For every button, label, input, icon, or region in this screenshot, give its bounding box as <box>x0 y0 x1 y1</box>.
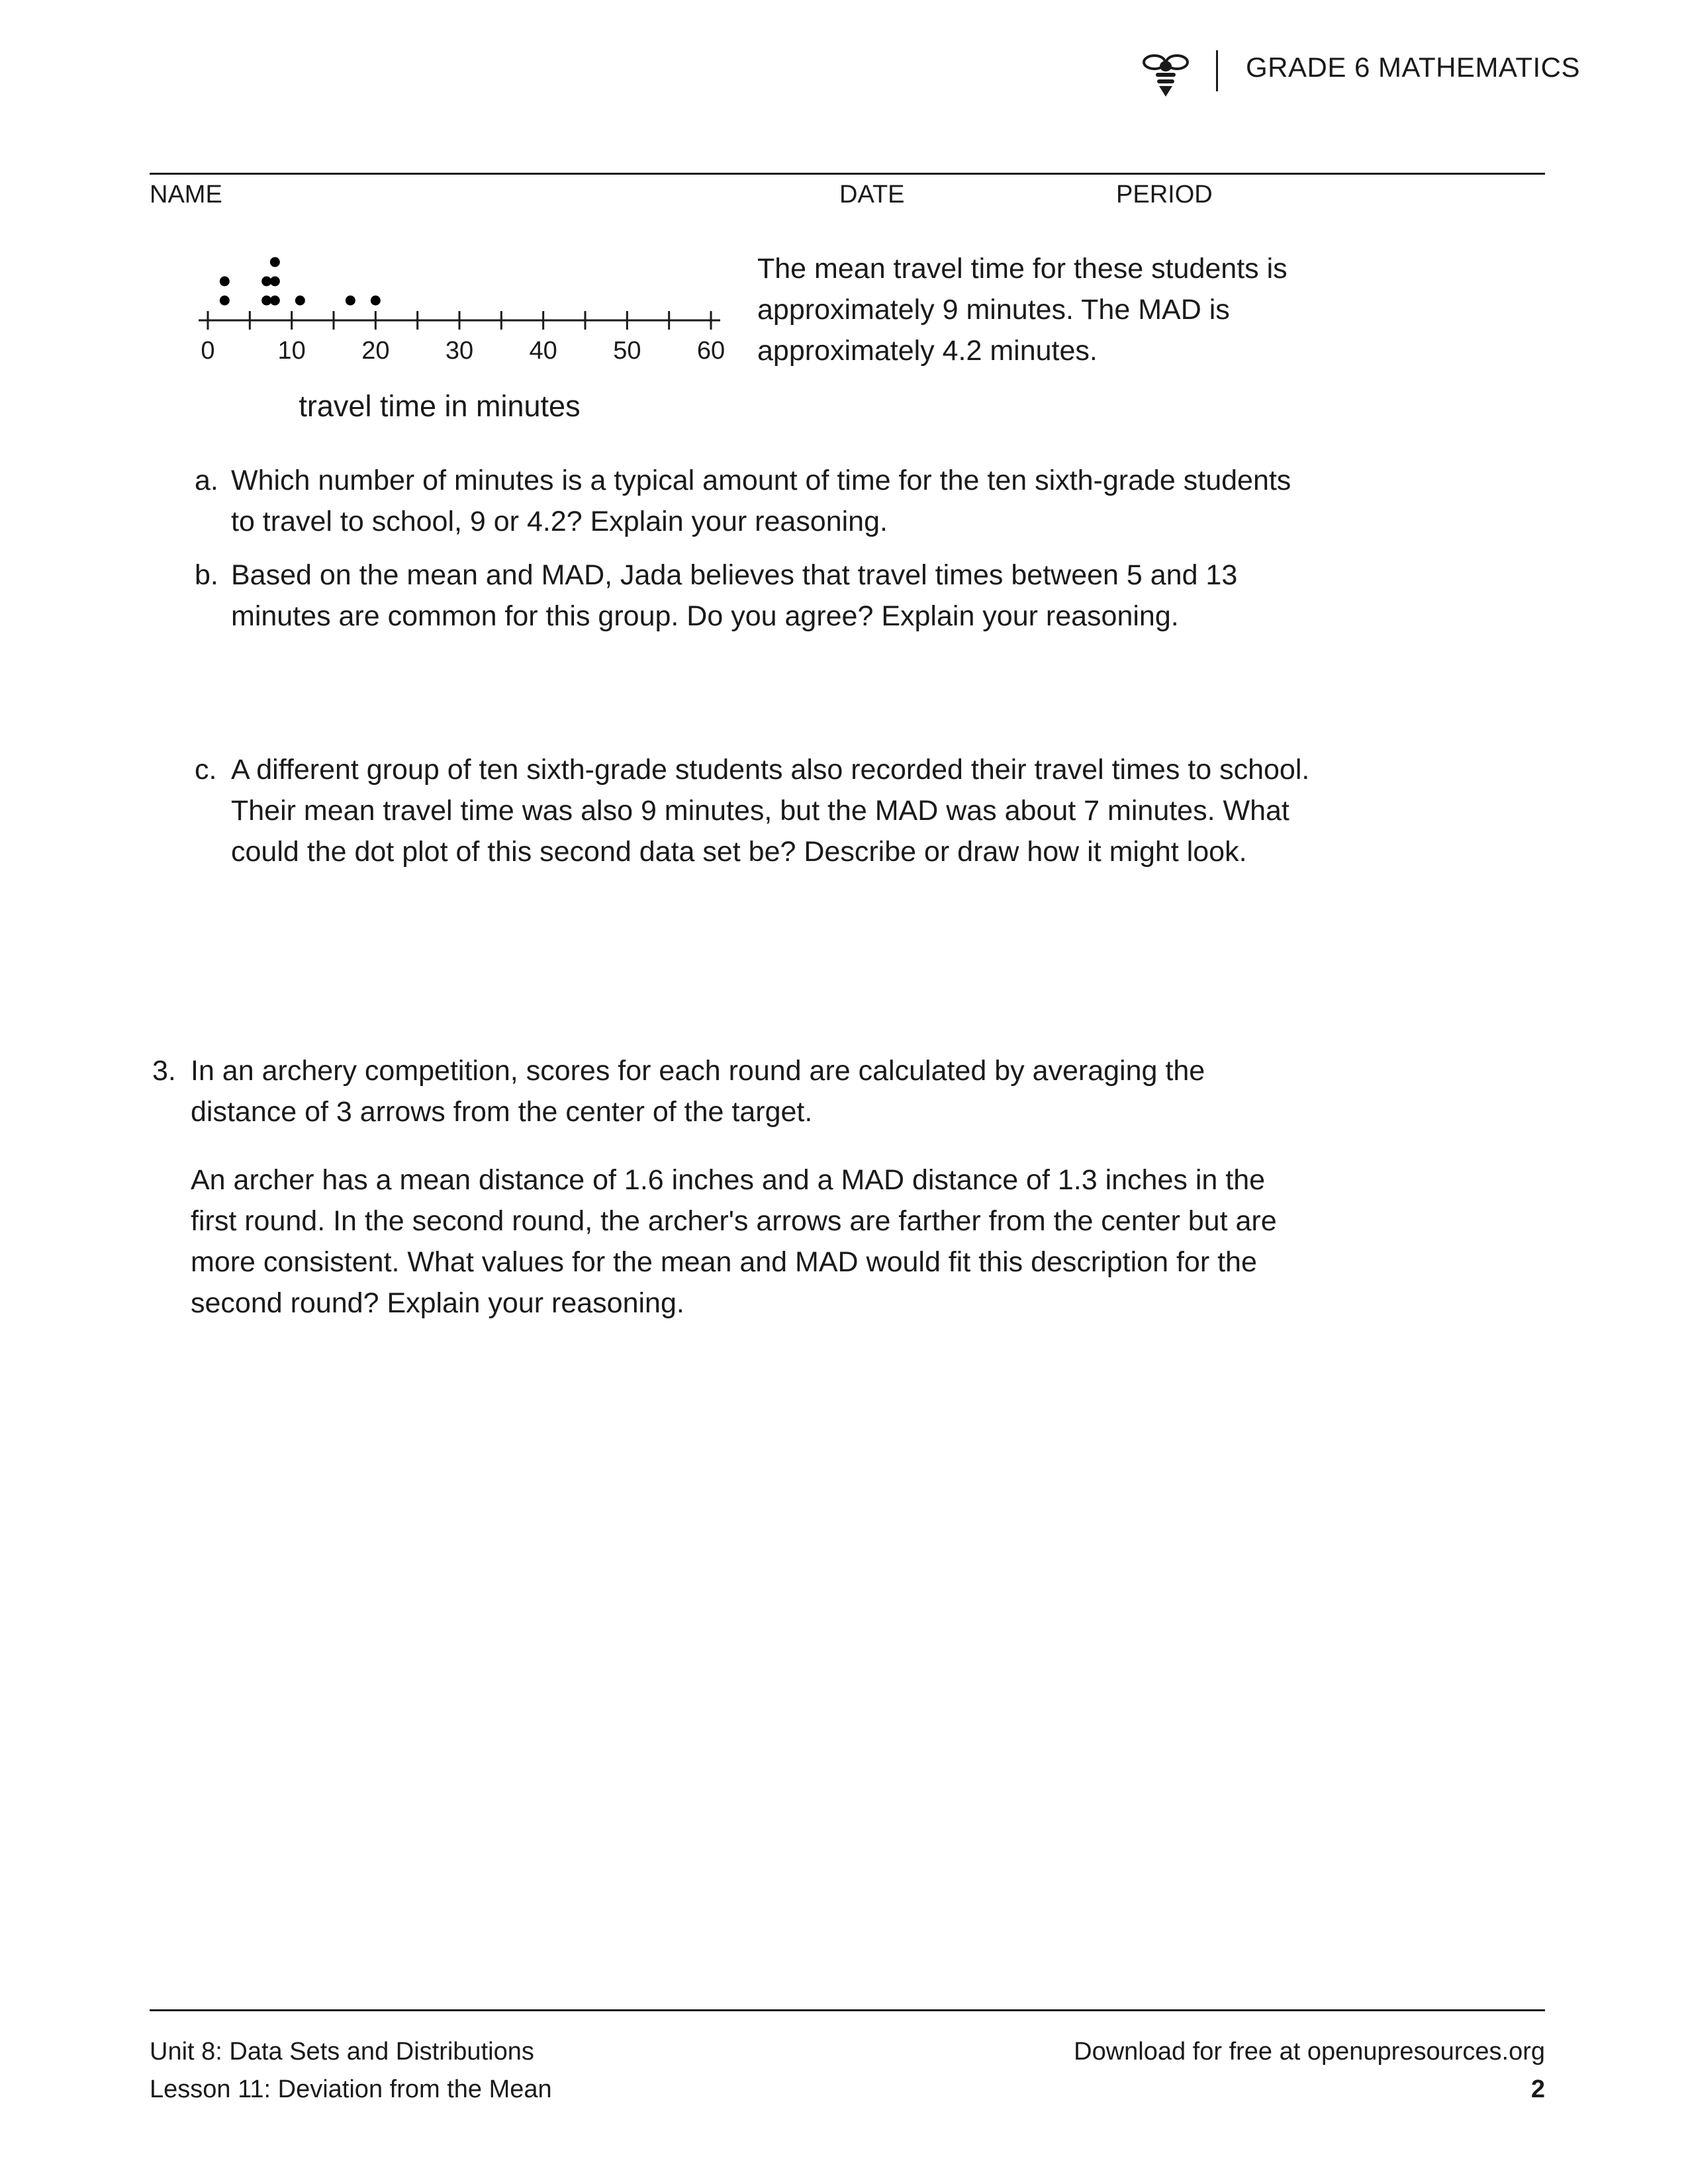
question-a-text: Which number of minutes is a typical amount of time for the ten sixth-grade students to travel to school, 9 or 4.2? Explain your reasoning. <box>231 465 1291 537</box>
data-point <box>220 277 230 287</box>
date-label: DATE <box>839 181 905 208</box>
intro-text: The mean travel time for these students is approximately 9 minutes. The MAD is approximately 4.2 minutes. <box>757 253 1288 367</box>
question-b-text: Based on the mean and MAD, Jada believes that travel times between 5 and 13 minutes are common for this group. Do you agree? Explain your reasoning. <box>231 559 1238 632</box>
question-a <box>195 460 1320 546</box>
header-separator <box>1216 50 1218 91</box>
x-tick-label: 50 <box>613 337 641 365</box>
x-tick-label: 0 <box>201 337 215 365</box>
problem-3-followup: An archer has a mean distance of 1.6 inches and a MAD distance of 1.3 inches in the first round. In the second round, the archer's arrows are farther from the center but are more consistent. What values for the mean and MAD would fit this description for the second round? Explain your reasoning. <box>191 1164 1277 1319</box>
period-label: PERIOD <box>1116 181 1213 208</box>
question-c-text: A different group of ten sixth-grade students also recorded their travel times to school. Their mean travel time was also 9 minutes, but the MAD was about 7 minutes. What could the dot plot of this second data set be? Describe or draw how it might look. <box>231 754 1310 868</box>
name-label: NAME <box>150 181 222 208</box>
data-point <box>371 296 381 306</box>
data-point <box>220 296 230 306</box>
question-b <box>195 555 1320 641</box>
data-point <box>295 296 305 306</box>
question-a-marker: a. <box>195 465 218 496</box>
problem-3-number: 3. <box>152 1055 176 1087</box>
x-tick-label: 40 <box>529 337 557 365</box>
x-tick-label: 20 <box>361 337 390 365</box>
data-point <box>270 296 280 306</box>
x-tick-label: 60 <box>696 337 726 365</box>
dot-plot <box>179 238 741 430</box>
dot-plot-svg <box>179 238 741 430</box>
data-point <box>346 296 355 306</box>
question-c-marker: c. <box>195 754 217 786</box>
question-c <box>195 749 1320 915</box>
question-b-marker: b. <box>195 559 218 591</box>
data-point <box>270 257 280 267</box>
footer-line <box>150 2009 1545 2011</box>
footer-download: Download for free at openupresources.org <box>1074 2038 1545 2066</box>
x-tick-label: 10 <box>277 337 306 365</box>
data-point <box>270 277 280 287</box>
problem-3 <box>152 1050 1317 1136</box>
footer-page-number: 2 <box>1530 2075 1545 2103</box>
bee-logo-icon <box>1140 46 1192 99</box>
name-line <box>150 173 1545 175</box>
footer-unit: Unit 8: Data Sets and Distributions <box>150 2038 534 2066</box>
course-title: GRADE 6 MATHEMATICS <box>1246 52 1580 83</box>
footer-lesson: Lesson 11: Deviation from the Mean <box>150 2075 552 2103</box>
x-tick-label: 30 <box>445 337 474 365</box>
problem-3-text: In an archery competition, scores for each round are calculated by averaging the distance of 3 arrows from the center of the target. <box>191 1055 1205 1128</box>
x-axis-label: travel time in minutes <box>299 389 581 423</box>
